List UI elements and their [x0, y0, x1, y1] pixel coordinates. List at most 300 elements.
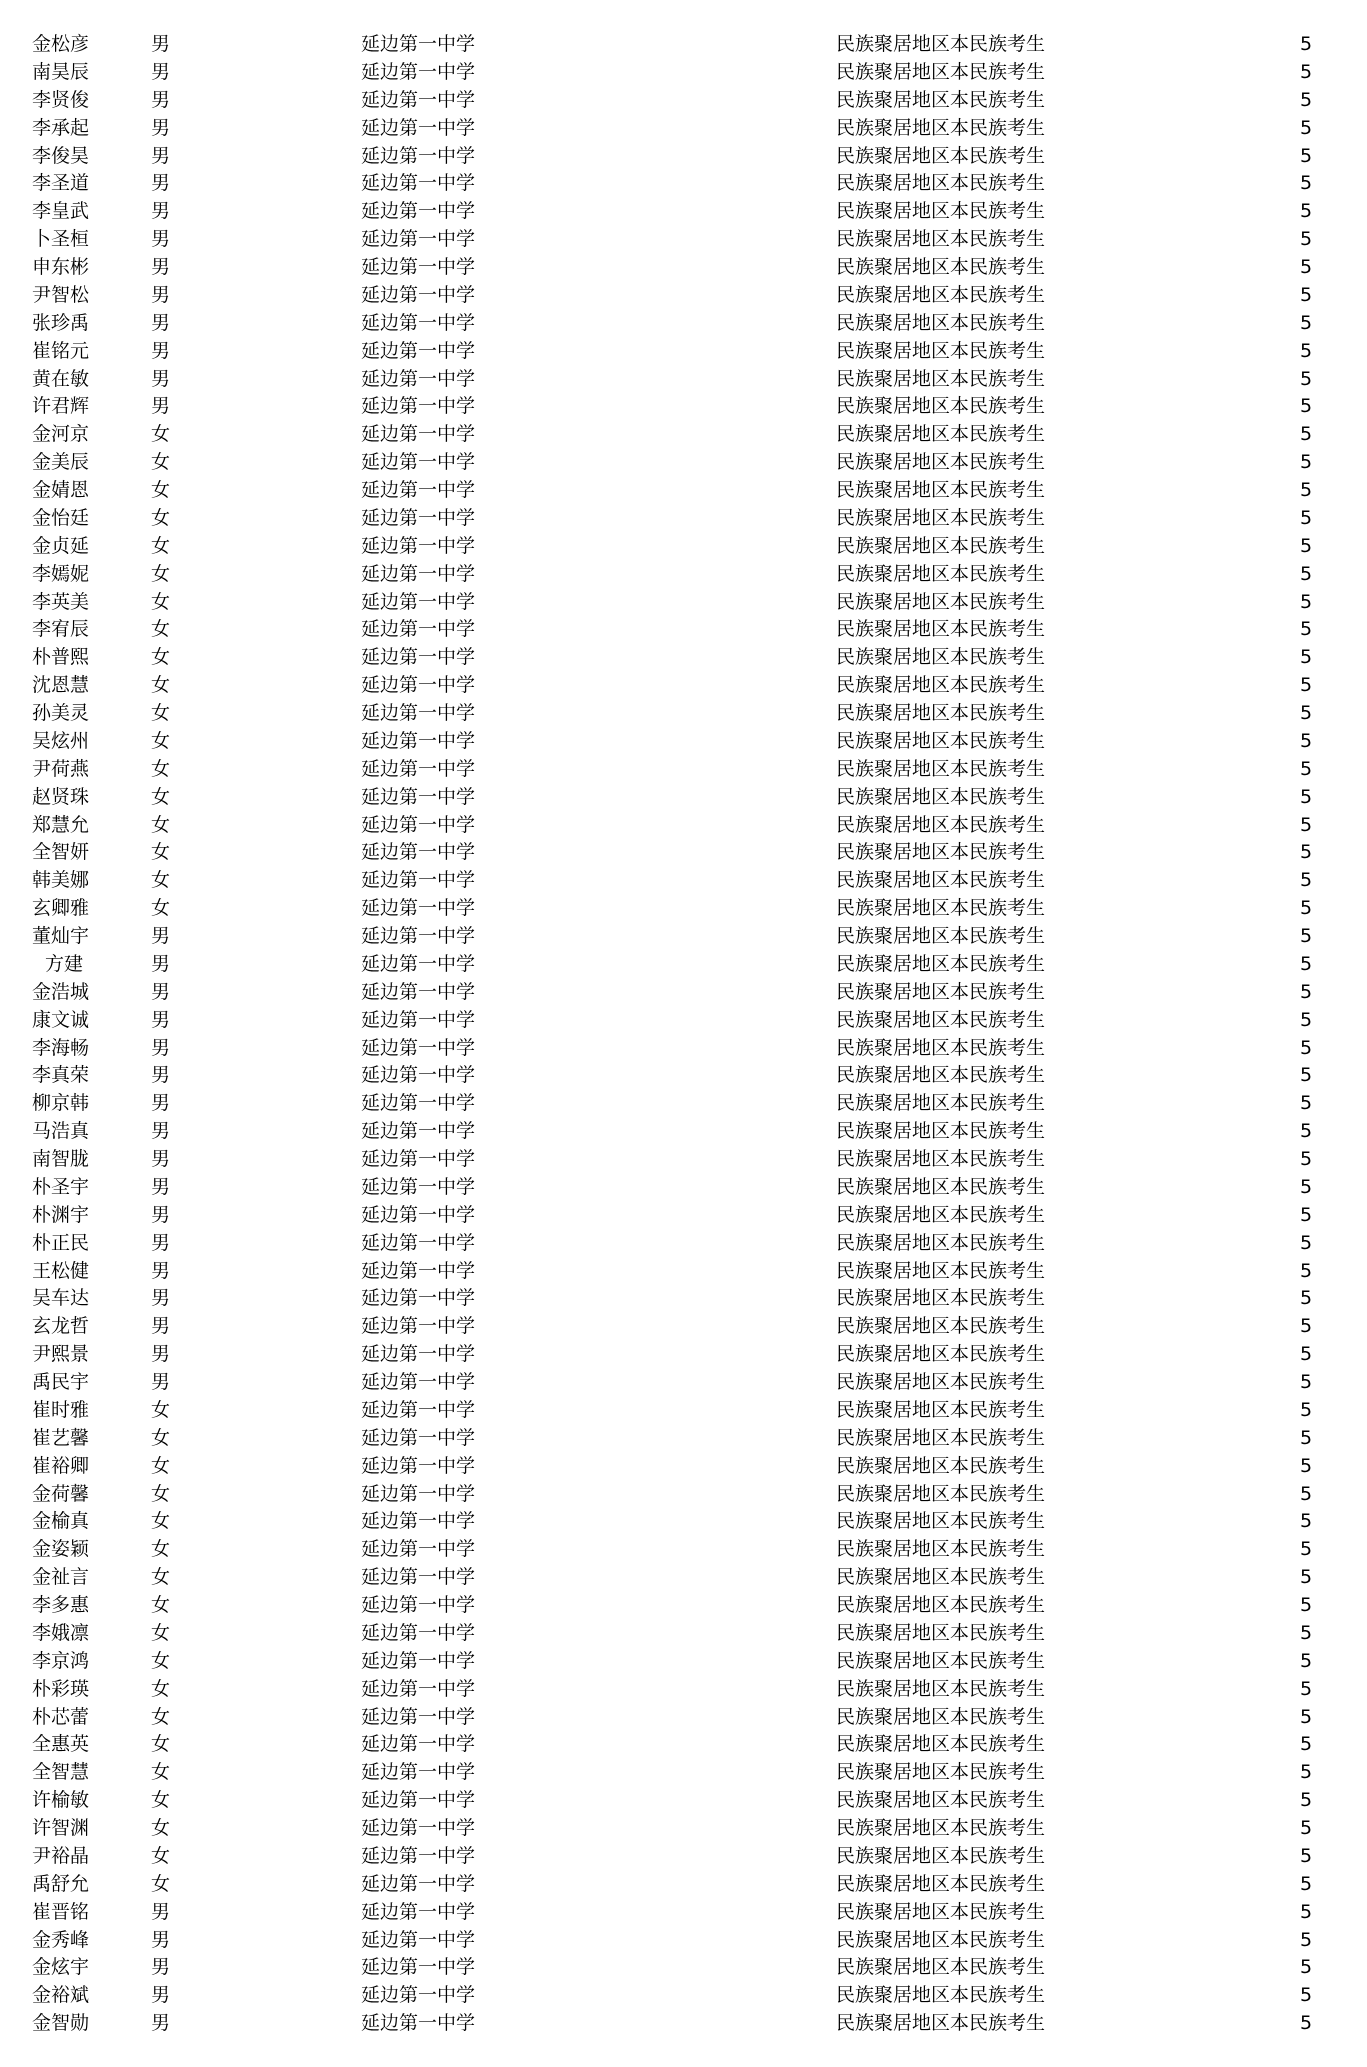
school-cell: 延边第一中学 [361, 311, 476, 334]
gender-cell: 女 [151, 1789, 171, 1812]
student-name: 许榆敏 [32, 1789, 90, 1812]
score-cell: 5 [1300, 1426, 1313, 1449]
table-row [0, 115, 1367, 143]
score-cell: 5 [1300, 311, 1313, 334]
score-cell: 5 [1300, 1538, 1313, 1561]
school-cell: 延边第一中学 [361, 869, 476, 892]
table-row [0, 1899, 1367, 1927]
student-name: 禹民宇 [32, 1371, 90, 1393]
school-cell: 延边第一中学 [361, 1594, 476, 1616]
category-cell: 民族聚居地区本民族考生 [836, 1092, 1046, 1115]
table-row [0, 198, 1367, 226]
gender-cell: 女 [151, 1538, 171, 1561]
school-cell: 延边第一中学 [361, 395, 476, 418]
category-cell: 民族聚居地区本民族考生 [836, 88, 1046, 111]
score-cell: 5 [1300, 1454, 1313, 1477]
school-cell: 延边第一中学 [361, 925, 476, 947]
student-name: 全智妍 [32, 841, 90, 864]
score-cell: 5 [1300, 1008, 1313, 1031]
school-cell: 延边第一中学 [361, 1203, 476, 1226]
table-row [0, 1285, 1367, 1313]
student-name: 孙美灵 [32, 702, 90, 724]
student-name: 金怡廷 [32, 506, 90, 529]
category-cell: 民族聚居地区本民族考生 [836, 283, 1046, 306]
school-cell: 延边第一中学 [361, 283, 476, 306]
school-cell: 延边第一中学 [361, 88, 476, 111]
table-row [0, 812, 1367, 840]
score-cell: 5 [1300, 1956, 1313, 1979]
gender-cell: 男 [151, 144, 171, 167]
category-cell: 民族聚居地区本民族考生 [836, 1538, 1046, 1561]
category-cell: 民族聚居地区本民族考生 [836, 228, 1046, 251]
student-name: 李海畅 [32, 1036, 90, 1059]
gender-cell: 女 [151, 1705, 171, 1728]
table-row [0, 1982, 1367, 2010]
gender-cell: 女 [151, 1649, 171, 1672]
table-row [0, 1759, 1367, 1787]
score-cell: 5 [1300, 395, 1313, 418]
student-name: 韩美娜 [32, 869, 90, 892]
school-cell: 延边第一中学 [361, 1789, 476, 1812]
score-cell: 5 [1300, 1621, 1313, 1644]
category-cell: 民族聚居地区本民族考生 [836, 144, 1046, 167]
table-row [0, 1676, 1367, 1704]
student-name: 康文诚 [32, 1008, 90, 1031]
score-cell: 5 [1300, 1789, 1313, 1812]
school-cell: 延边第一中学 [361, 2012, 476, 2035]
student-name: 李宥辰 [32, 618, 90, 641]
student-name: 方建 [45, 952, 84, 975]
school-cell: 延边第一中学 [361, 702, 476, 724]
score-cell: 5 [1300, 1398, 1313, 1421]
school-cell: 延边第一中学 [361, 1677, 476, 1700]
table-row [0, 1062, 1367, 1090]
table-row [0, 616, 1367, 644]
table-row [0, 143, 1367, 171]
student-name: 朴渊宇 [32, 1203, 90, 1226]
table-row [0, 505, 1367, 533]
table-row [0, 366, 1367, 394]
score-cell: 5 [1300, 1343, 1313, 1366]
category-cell: 民族聚居地区本民族考生 [836, 1371, 1046, 1393]
student-name: 李京鸿 [32, 1649, 90, 1672]
gender-cell: 女 [151, 1454, 171, 1477]
gender-cell: 女 [151, 1398, 171, 1421]
student-name: 黄在敏 [32, 367, 90, 390]
category-cell: 民族聚居地区本民族考生 [836, 590, 1046, 613]
school-cell: 延边第一中学 [361, 1649, 476, 1672]
student-name: 沈恩慧 [32, 674, 90, 697]
table-row [0, 1704, 1367, 1732]
category-cell: 民族聚居地区本民族考生 [836, 1844, 1046, 1867]
student-name: 尹裕晶 [32, 1844, 90, 1867]
school-cell: 延边第一中学 [361, 980, 476, 1003]
category-cell: 民族聚居地区本民族考生 [836, 980, 1046, 1003]
gender-cell: 男 [151, 2012, 171, 2035]
school-cell: 延边第一中学 [361, 1510, 476, 1533]
table-row [0, 282, 1367, 310]
student-name: 金贞延 [32, 534, 90, 557]
school-cell: 延边第一中学 [361, 60, 476, 83]
table-row [0, 867, 1367, 895]
table-row [0, 338, 1367, 366]
student-name: 董灿宇 [32, 925, 90, 947]
score-cell: 5 [1300, 1203, 1313, 1226]
student-name: 玄卿雅 [32, 897, 90, 920]
gender-cell: 男 [151, 256, 171, 278]
score-cell: 5 [1300, 980, 1313, 1003]
student-name: 吴炫州 [32, 729, 90, 752]
score-cell: 5 [1300, 757, 1313, 780]
table-row [0, 1397, 1367, 1425]
category-cell: 民族聚居地区本民族考生 [836, 1705, 1046, 1728]
category-cell: 民族聚居地区本民族考生 [836, 200, 1046, 223]
student-name: 李娥凛 [32, 1621, 90, 1644]
category-cell: 民族聚居地区本民族考生 [836, 506, 1046, 529]
school-cell: 延边第一中学 [361, 1928, 476, 1951]
table-row [0, 672, 1367, 700]
gender-cell: 男 [151, 1036, 171, 1059]
table-row [0, 839, 1367, 867]
school-cell: 延边第一中学 [361, 1426, 476, 1449]
gender-cell: 男 [151, 1231, 171, 1254]
score-cell: 5 [1300, 1287, 1313, 1310]
table-row [0, 1341, 1367, 1369]
gender-cell: 女 [151, 1844, 171, 1867]
school-cell: 延边第一中学 [361, 1705, 476, 1728]
table-row [0, 1564, 1367, 1592]
score-cell: 5 [1300, 1482, 1313, 1505]
score-cell: 5 [1300, 813, 1313, 836]
gender-cell: 女 [151, 1872, 171, 1895]
school-cell: 延边第一中学 [361, 646, 476, 669]
student-name: 金荷馨 [32, 1482, 90, 1505]
category-cell: 民族聚居地区本民族考生 [836, 311, 1046, 334]
school-cell: 延边第一中学 [361, 897, 476, 920]
school-cell: 延边第一中学 [361, 1231, 476, 1254]
table-row [0, 1035, 1367, 1063]
score-cell: 5 [1300, 646, 1313, 669]
school-cell: 延边第一中学 [361, 1761, 476, 1784]
student-name: 许智渊 [32, 1817, 90, 1839]
school-cell: 延边第一中学 [361, 228, 476, 251]
school-cell: 延边第一中学 [361, 1733, 476, 1756]
table-row [0, 1815, 1367, 1843]
category-cell: 民族聚居地区本民族考生 [836, 952, 1046, 975]
student-name: 崔铭元 [32, 339, 90, 362]
school-cell: 延边第一中学 [361, 674, 476, 697]
score-cell: 5 [1300, 1594, 1313, 1616]
score-cell: 5 [1300, 1900, 1313, 1923]
table-row [0, 449, 1367, 477]
school-cell: 延边第一中学 [361, 451, 476, 474]
gender-cell: 女 [151, 674, 171, 697]
student-name: 王松健 [32, 1259, 90, 1282]
category-cell: 民族聚居地区本民族考生 [836, 618, 1046, 641]
student-name: 金榆真 [32, 1510, 90, 1533]
school-cell: 延边第一中学 [361, 1482, 476, 1505]
score-cell: 5 [1300, 1092, 1313, 1115]
category-cell: 民族聚居地区本民族考生 [836, 1984, 1046, 2007]
school-cell: 延边第一中学 [361, 1120, 476, 1143]
score-cell: 5 [1300, 116, 1313, 139]
school-cell: 延边第一中学 [361, 618, 476, 641]
category-cell: 民族聚居地区本民族考生 [836, 1426, 1046, 1449]
school-cell: 延边第一中学 [361, 256, 476, 278]
student-name: 金河京 [32, 423, 90, 446]
student-name: 崔裕卿 [32, 1454, 90, 1477]
student-name: 李俊昊 [32, 144, 90, 167]
student-name: 尹熙景 [32, 1343, 90, 1366]
gender-cell: 男 [151, 60, 171, 83]
gender-cell: 女 [151, 1621, 171, 1644]
category-cell: 民族聚居地区本民族考生 [836, 1287, 1046, 1310]
gender-cell: 女 [151, 1426, 171, 1449]
school-cell: 延边第一中学 [361, 785, 476, 808]
score-cell: 5 [1300, 33, 1313, 55]
category-cell: 民族聚居地区本民族考生 [836, 562, 1046, 585]
school-cell: 延边第一中学 [361, 367, 476, 390]
score-cell: 5 [1300, 1175, 1313, 1198]
gender-cell: 女 [151, 729, 171, 752]
gender-cell: 女 [151, 1817, 171, 1839]
student-name: 金智勋 [32, 2012, 90, 2035]
table-row [0, 421, 1367, 449]
school-cell: 延边第一中学 [361, 200, 476, 223]
table-row [0, 1146, 1367, 1174]
table-row [0, 1425, 1367, 1453]
score-cell: 5 [1300, 1371, 1313, 1393]
score-cell: 5 [1300, 506, 1313, 529]
category-cell: 民族聚居地区本民族考生 [836, 1148, 1046, 1170]
school-cell: 延边第一中学 [361, 1092, 476, 1115]
category-cell: 民族聚居地区本民族考生 [836, 1733, 1046, 1756]
gender-cell: 男 [151, 980, 171, 1003]
student-name: 玄龙哲 [32, 1315, 90, 1338]
category-cell: 民族聚居地区本民族考生 [836, 1566, 1046, 1589]
category-cell: 民族聚居地区本民族考生 [836, 869, 1046, 892]
table-row [0, 1118, 1367, 1146]
gender-cell: 男 [151, 1956, 171, 1979]
gender-cell: 女 [151, 1482, 171, 1505]
category-cell: 民族聚居地区本民族考生 [836, 2012, 1046, 2035]
school-cell: 延边第一中学 [361, 1872, 476, 1895]
table-row [0, 226, 1367, 254]
category-cell: 民族聚居地区本民族考生 [836, 925, 1046, 947]
school-cell: 延边第一中学 [361, 841, 476, 864]
student-name: 金松彦 [32, 33, 90, 55]
table-row [0, 1230, 1367, 1258]
score-cell: 5 [1300, 451, 1313, 474]
gender-cell: 男 [151, 1175, 171, 1198]
category-cell: 民族聚居地区本民族考生 [836, 729, 1046, 752]
gender-cell: 男 [151, 1120, 171, 1143]
table-row [0, 1620, 1367, 1648]
table-row [0, 1592, 1367, 1620]
student-name: 南智胧 [32, 1148, 90, 1170]
student-name: 李真荣 [32, 1064, 90, 1087]
category-cell: 民族聚居地区本民族考生 [836, 1343, 1046, 1366]
category-cell: 民族聚居地区本民族考生 [836, 172, 1046, 195]
table-row [0, 31, 1367, 59]
table-row [0, 1313, 1367, 1341]
student-name: 李嫣妮 [32, 562, 90, 585]
student-name: 李皇武 [32, 200, 90, 223]
score-cell: 5 [1300, 1817, 1313, 1839]
table-row [0, 2010, 1367, 2038]
table-row [0, 87, 1367, 115]
gender-cell: 男 [151, 116, 171, 139]
table-row [0, 477, 1367, 505]
score-cell: 5 [1300, 785, 1313, 808]
school-cell: 延边第一中学 [361, 1621, 476, 1644]
category-cell: 民族聚居地区本民族考生 [836, 395, 1046, 418]
table-row [0, 393, 1367, 421]
gender-cell: 男 [151, 339, 171, 362]
category-cell: 民族聚居地区本民族考生 [836, 1510, 1046, 1533]
student-name: 李承起 [32, 116, 90, 139]
category-cell: 民族聚居地区本民族考生 [836, 1928, 1046, 1951]
student-name: 金裕斌 [32, 1984, 90, 2007]
table-row [0, 59, 1367, 87]
student-name: 李英美 [32, 590, 90, 613]
gender-cell: 女 [151, 757, 171, 780]
school-cell: 延边第一中学 [361, 562, 476, 585]
score-cell: 5 [1300, 1148, 1313, 1170]
student-name: 金炫宇 [32, 1956, 90, 1979]
gender-cell: 男 [151, 1900, 171, 1923]
category-cell: 民族聚居地区本民族考生 [836, 646, 1046, 669]
score-cell: 5 [1300, 172, 1313, 195]
student-name: 李多惠 [32, 1594, 90, 1616]
gender-cell: 男 [151, 88, 171, 111]
school-cell: 延边第一中学 [361, 590, 476, 613]
student-name: 金婧恩 [32, 479, 90, 501]
score-cell: 5 [1300, 869, 1313, 892]
gender-cell: 女 [151, 1733, 171, 1756]
score-cell: 5 [1300, 534, 1313, 557]
student-name: 金秀峰 [32, 1928, 90, 1951]
score-cell: 5 [1300, 1984, 1313, 2007]
category-cell: 民族聚居地区本民族考生 [836, 1175, 1046, 1198]
score-cell: 5 [1300, 618, 1313, 641]
school-cell: 延边第一中学 [361, 757, 476, 780]
score-cell: 5 [1300, 339, 1313, 362]
table-row [0, 1481, 1367, 1509]
category-cell: 民族聚居地区本民族考生 [836, 451, 1046, 474]
gender-cell: 女 [151, 1510, 171, 1533]
gender-cell: 女 [151, 618, 171, 641]
school-cell: 延边第一中学 [361, 339, 476, 362]
gender-cell: 女 [151, 534, 171, 557]
gender-cell: 男 [151, 367, 171, 390]
gender-cell: 男 [151, 1148, 171, 1170]
gender-cell: 女 [151, 897, 171, 920]
category-cell: 民族聚居地区本民族考生 [836, 674, 1046, 697]
school-cell: 延边第一中学 [361, 1008, 476, 1031]
category-cell: 民族聚居地区本民族考生 [836, 116, 1046, 139]
table-row [0, 1369, 1367, 1397]
student-name: 李贤俊 [32, 88, 90, 111]
category-cell: 民族聚居地区本民族考生 [836, 897, 1046, 920]
school-cell: 延边第一中学 [361, 1538, 476, 1561]
student-name: 柳京韩 [32, 1092, 90, 1115]
school-cell: 延边第一中学 [361, 1817, 476, 1839]
score-cell: 5 [1300, 1315, 1313, 1338]
school-cell: 延边第一中学 [361, 1148, 476, 1170]
score-cell: 5 [1300, 1120, 1313, 1143]
school-cell: 延边第一中学 [361, 813, 476, 836]
table-row [0, 895, 1367, 923]
gender-cell: 男 [151, 1984, 171, 2007]
school-cell: 延边第一中学 [361, 144, 476, 167]
category-cell: 民族聚居地区本民族考生 [836, 1872, 1046, 1895]
table-row [0, 170, 1367, 198]
student-name: 朴芯蕾 [32, 1705, 90, 1728]
score-cell: 5 [1300, 88, 1313, 111]
score-cell: 5 [1300, 283, 1313, 306]
category-cell: 民族聚居地区本民族考生 [836, 1231, 1046, 1254]
school-cell: 延边第一中学 [361, 1287, 476, 1310]
gender-cell: 男 [151, 1371, 171, 1393]
table-row [0, 1453, 1367, 1481]
category-cell: 民族聚居地区本民族考生 [836, 33, 1046, 55]
table-row [0, 1258, 1367, 1286]
gender-cell: 男 [151, 33, 171, 55]
table-row [0, 533, 1367, 561]
gender-cell: 女 [151, 841, 171, 864]
student-name: 全惠英 [32, 1733, 90, 1756]
category-cell: 民族聚居地区本民族考生 [836, 256, 1046, 278]
score-cell: 5 [1300, 423, 1313, 446]
school-cell: 延边第一中学 [361, 1900, 476, 1923]
score-cell: 5 [1300, 479, 1313, 501]
category-cell: 民族聚居地区本民族考生 [836, 1649, 1046, 1672]
gender-cell: 女 [151, 590, 171, 613]
score-cell: 5 [1300, 1733, 1313, 1756]
gender-cell: 男 [151, 1315, 171, 1338]
gender-cell: 男 [151, 228, 171, 251]
student-name: 卜圣桓 [32, 228, 90, 251]
category-cell: 民族聚居地区本民族考生 [836, 1677, 1046, 1700]
score-cell: 5 [1300, 841, 1313, 864]
gender-cell: 女 [151, 646, 171, 669]
table-row [0, 589, 1367, 617]
student-name: 张珍禹 [32, 311, 90, 334]
school-cell: 延边第一中学 [361, 1343, 476, 1366]
score-cell: 5 [1300, 1649, 1313, 1672]
school-cell: 延边第一中学 [361, 729, 476, 752]
gender-cell: 女 [151, 451, 171, 474]
table-row [0, 1174, 1367, 1202]
school-cell: 延边第一中学 [361, 1398, 476, 1421]
school-cell: 延边第一中学 [361, 423, 476, 446]
category-cell: 民族聚居地区本民族考生 [836, 702, 1046, 724]
category-cell: 民族聚居地区本民族考生 [836, 1900, 1046, 1923]
student-name: 许君辉 [32, 395, 90, 418]
gender-cell: 男 [151, 1064, 171, 1087]
gender-cell: 男 [151, 1008, 171, 1031]
student-name: 金祉言 [32, 1566, 90, 1589]
student-name: 崔艺馨 [32, 1426, 90, 1449]
score-cell: 5 [1300, 590, 1313, 613]
score-cell: 5 [1300, 2012, 1313, 2035]
category-cell: 民族聚居地区本民族考生 [836, 1064, 1046, 1087]
gender-cell: 女 [151, 562, 171, 585]
gender-cell: 女 [151, 1677, 171, 1700]
student-name: 朴彩瑛 [32, 1677, 90, 1700]
category-cell: 民族聚居地区本民族考生 [836, 1259, 1046, 1282]
